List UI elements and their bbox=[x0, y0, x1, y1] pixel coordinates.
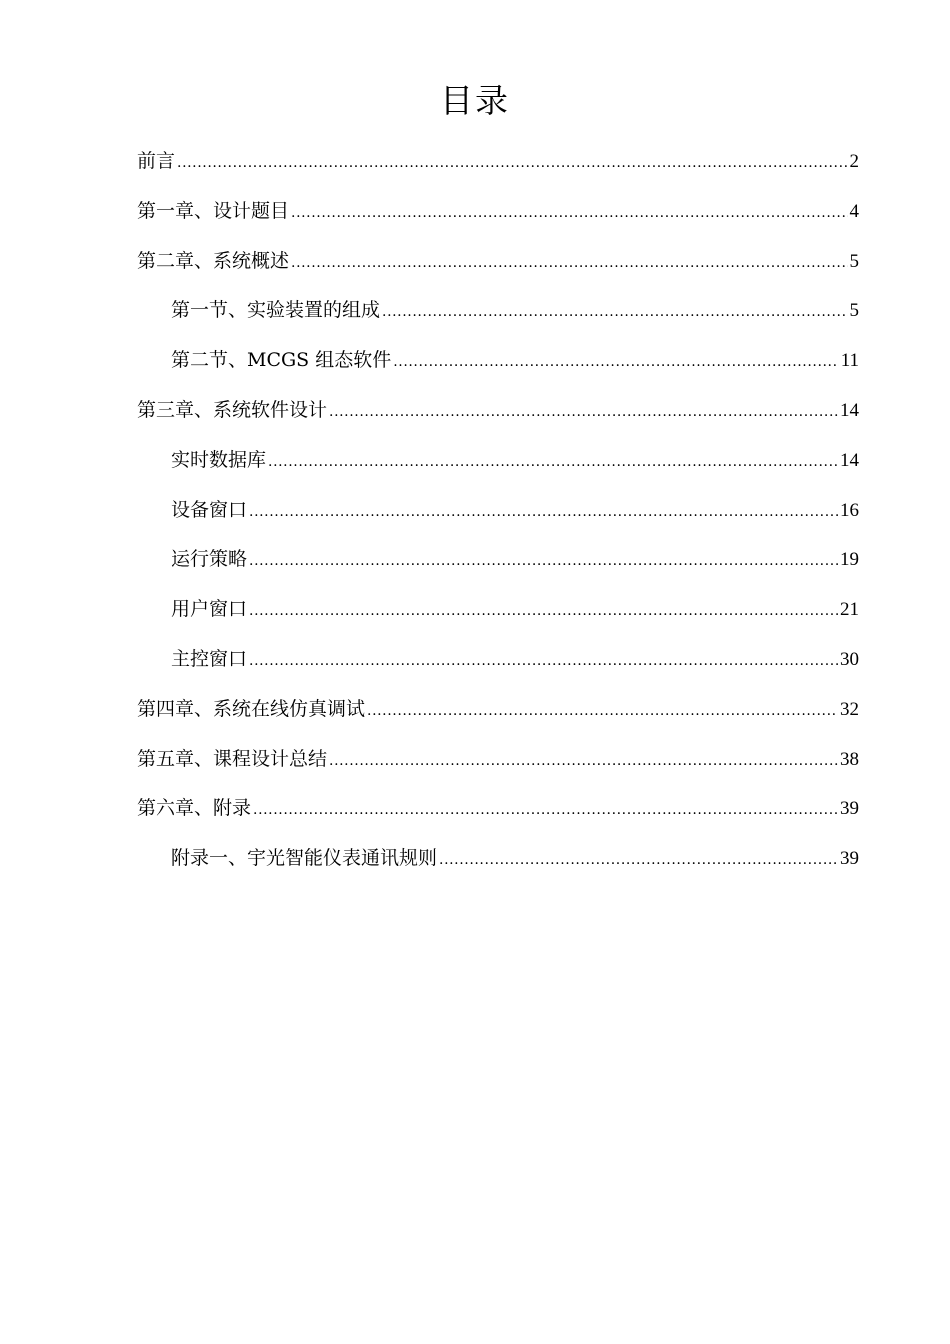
toc-entry-page: 19 bbox=[840, 549, 859, 571]
toc-entry[interactable] bbox=[137, 242, 859, 292]
toc-entry-page: 4 bbox=[849, 200, 859, 222]
toc-entry[interactable] bbox=[137, 839, 859, 889]
toc-entry-page: 11 bbox=[840, 350, 859, 372]
toc-entry[interactable] bbox=[137, 291, 859, 341]
toc-entry[interactable] bbox=[137, 590, 859, 640]
toc-entry[interactable] bbox=[137, 740, 859, 790]
toc-entry-page: 16 bbox=[840, 499, 859, 521]
toc-dot-leader bbox=[291, 244, 847, 282]
toc-dot-leader bbox=[177, 144, 847, 182]
toc-entry[interactable] bbox=[137, 391, 859, 441]
toc-dot-leader bbox=[268, 443, 838, 481]
toc-dot-leader bbox=[253, 791, 838, 829]
toc-entry-label: 前言 bbox=[137, 150, 176, 172]
toc-entry-label: 主控窗口 bbox=[171, 647, 248, 670]
toc-entry-page: 2 bbox=[849, 151, 859, 172]
toc-dot-leader bbox=[329, 393, 838, 431]
toc-entry-label: 用户窗口 bbox=[171, 598, 248, 621]
toc-entry-label: 设备窗口 bbox=[171, 498, 248, 521]
toc-entry-page: 14 bbox=[840, 399, 859, 421]
toc-entry-page: 39 bbox=[840, 848, 859, 870]
toc-entry-page: 14 bbox=[840, 449, 859, 471]
toc-dot-leader bbox=[367, 692, 838, 730]
toc-entry-label: 第二节、MCGS 组态软件 bbox=[171, 349, 392, 372]
toc-entry-page: 5 bbox=[849, 250, 859, 272]
toc-dot-leader bbox=[393, 343, 838, 381]
toc-entry[interactable] bbox=[137, 192, 859, 242]
toc-entry[interactable] bbox=[137, 441, 859, 491]
toc-dot-leader bbox=[291, 194, 847, 232]
toc-entry-page: 39 bbox=[840, 798, 859, 820]
toc-entry-page: 5 bbox=[849, 300, 859, 322]
toc-entry[interactable] bbox=[137, 142, 859, 192]
toc-entry-label: 第五章、课程设计总结 bbox=[137, 747, 328, 770]
toc-title: 目录 bbox=[440, 81, 510, 120]
toc-entry[interactable] bbox=[137, 341, 859, 391]
toc-entry-page: 38 bbox=[840, 748, 859, 770]
toc-entry[interactable] bbox=[137, 491, 859, 541]
table-of-contents bbox=[137, 142, 859, 889]
toc-dot-leader bbox=[439, 841, 838, 879]
toc-entry-label: 第四章、系统在线仿真调试 bbox=[137, 697, 366, 720]
toc-entry-label: 第二章、系统概述 bbox=[137, 249, 290, 272]
toc-entry[interactable] bbox=[137, 789, 859, 839]
toc-dot-leader bbox=[249, 642, 838, 680]
toc-dot-leader bbox=[249, 493, 838, 531]
toc-entry[interactable] bbox=[137, 540, 859, 590]
toc-entry-label: 运行策略 bbox=[171, 548, 248, 571]
toc-entry-label: 实时数据库 bbox=[171, 448, 267, 471]
toc-dot-leader bbox=[382, 293, 847, 331]
toc-entry[interactable] bbox=[137, 640, 859, 690]
toc-dot-leader bbox=[329, 742, 838, 780]
toc-entry-label: 第六章、附录 bbox=[137, 797, 252, 820]
toc-entry-page: 32 bbox=[840, 698, 859, 720]
toc-dot-leader bbox=[249, 592, 838, 630]
toc-entry[interactable] bbox=[137, 690, 859, 740]
toc-entry-label: 第一章、设计题目 bbox=[137, 199, 290, 222]
toc-entry-page: 21 bbox=[840, 599, 859, 621]
toc-entry-label: 第三章、系统软件设计 bbox=[137, 398, 328, 421]
toc-entry-label: 附录一、宇光智能仪表通讯规则 bbox=[171, 847, 438, 870]
toc-entry-page: 30 bbox=[840, 648, 859, 670]
toc-entry-label: 第一节、实验装置的组成 bbox=[171, 299, 381, 322]
toc-dot-leader bbox=[249, 542, 838, 580]
